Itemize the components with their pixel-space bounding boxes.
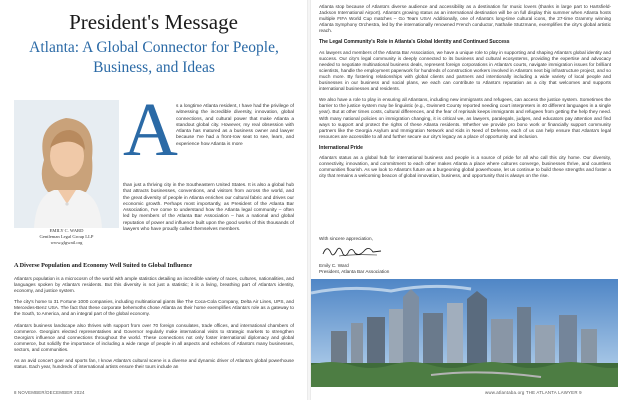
signer-name: Emily C. Ward <box>319 263 349 268</box>
signature-image <box>319 242 409 260</box>
caption-site: www.glgwatl.org <box>50 240 83 245</box>
atlanta-skyline-photo <box>311 279 618 387</box>
left-page <box>0 0 307 400</box>
page-folio: 8 NOVEMBER/DECEMBER 2024 <box>14 390 85 395</box>
signer-role: President, Atlanta Bar Association <box>319 269 390 274</box>
portrait-illustration <box>14 100 119 228</box>
body-paragraph: Atlanta's population is a microcosm of the world with ample statistics detailing an incredible variety of races, cultures, nationalities, and languages spoken by Atlanta's residents. But this diversity is not just a statistic; it is a living, breathing part of Atlanta's identity, economy, and justice system. <box>14 276 294 294</box>
drop-cap: A <box>123 88 178 172</box>
article-subtitle: Atlanta: A Global Connector for People, Business, and Ideas <box>29 39 279 76</box>
body-paragraph: Atlanta's status as a global hub for international business and people is a source of pride for all who call this city home. Our diversity, connectivity, innovation, and commitment to each other makes Atlanta a place where cultures converge, businesses thrive, and countless communities flourish. As we look to Atlanta's future as a burgeoning global powerhouse, let us continue to build these strengths and foster a city that remains a welcoming beacon of global innovation, business, and opportunity that is always on the rise. <box>319 154 611 179</box>
author-portrait <box>14 100 119 228</box>
portrait-caption <box>14 228 119 246</box>
intro-paragraph-bottom: than just a thriving city in the Southeastern United States. It is also a global hub that attracts businesses, conventions, and visitors from across the world, and the great diversity of people in Atlanta enriches our cultural fabric and drives our economic growth. Perhaps most importantly, as President of the Atlanta Bar Association, I've come to understand how the Atlanta legal community – often led by members of the Atlanta Bar Association – has a national and global reputation of power and influence built upon the good works of this thousands of lawyers who have proudly called themselves members. <box>123 183 294 233</box>
body-paragraph: As lawyers and members of the Atlanta Bar Association, we have a unique role to play in supporting and shaping Atlanta's global identity and success. Our city's legal community is deeply connected to its business and cultural ecosystems, providing the expertise and advocacy needed to negotiate multinational business deals, represent foreign corporations in Atlanta's courts, navigate immigration issues for brilliant scientists, handle the employment paperwork for hundreds of construction workers involved in Atlanta's next big infrastructure project, and so much more. By fostering relationships with global clients and partners and intentionally including a wide variety of local people and businesses in our business and social plans, we each can contribute to Atlanta's reputation as a city that welcomes and supports international businesses and residents. <box>319 49 611 92</box>
caption-firm: Gentleman Legal Group LLP <box>39 234 94 239</box>
body-paragraph: As an avid concert goer and sports fan, I know Atlanta's cultural scene is a diverse and dynamic driver of Atlanta's global powerhouse status. Each year, hundreds of international artists ensure their tours include an <box>14 358 294 370</box>
skyline-illustration <box>311 279 618 387</box>
closing-line: With sincere appreciation, <box>319 236 373 241</box>
body-paragraph: We also have a role to play in ensuring all Atlantans, including new immigrants and refugees, can access the justice system. Sometimes the barrier to the justice system may be linguistic (e.g., Gwinnett County reported needing court interpreters in 40 different languages in a single year). But at other times costs, cultural differences, and the fear of reprisals keeps immigrants and refugees from getting the help they need. With many national policies on immigration changing, it is critical we, as lawyers, paralegals, judges, and educators pay attention and find ways to support and protect the rights of these Atlanta residents. Whether we provide pro bono work or financially support community partners like the Georgia Asylum and Immigration Network and Kids in Need of Defense, each of us can help ensure that Atlanta's legal resources are accessible to all and further secure our city's legacy as a place of opportunity and inclusion. <box>319 97 611 139</box>
section-heading: International Pride <box>319 144 363 151</box>
page-title: President's Message <box>69 10 238 34</box>
body-paragraph: Atlanta's business landscape also thrives with support from over 70 foreign consulates, trade offices, and international chambers of commerce. Georgia's elected representatives and Governor regularly make international visits to strategic markets to strengthen Georgia's influence and connections throughout the world. These connections not only foster international diplomacy and global commerce, but solidify the importance of including a wide range of people in all aspects and echelons of Atlanta's many businesses, sectors, and communities. <box>14 322 294 352</box>
body-paragraph: The city's home to 31 Fortune 1000 companies, including multinational giants like The Coca-Cola Company, Delta Air Lines, UPS, and Mercedes-Benz USA. The fact that these corporate behemoths chose Atlanta as their home exemplifies Atlanta's role as a gateway to the South, to America, and an integral part of the global economy. <box>14 299 294 317</box>
body-column <box>14 276 294 375</box>
section-heading: A Diverse Population and Economy Well Suited to Global Influence <box>14 262 193 269</box>
caption-name: EMILY C. WARD <box>49 228 84 233</box>
page-folio: www.atlantaba.org THE ATLANTA LAWYER 9 <box>485 390 582 395</box>
intro-paragraph-top: s a longtime Atlanta resident, I have had the privilege of witnessing the incredible diversity, innovation, global connections, and cultural power that make Atlanta a standout global city. However, my real obsession with Atlanta has matured as a business owner and lawyer because I've had a front-row seat to see, learn, and experience how Atlanta is more <box>176 104 294 147</box>
section-heading: The Legal Community's Role in Atlanta's Global Identity and Continued Success <box>319 39 510 46</box>
right-column <box>319 4 611 184</box>
body-paragraph: Atlanta stop because of Atlanta's diverse audience and accessibility as a destination for music lovers (thanks in large part to Hartsfield-Jackson International Airport). Atlanta's growing status as an international destination will be on full display this summer when Atlanta hosts multiple FIFA World Cup matches – Go Team USA! Additionally, one of Atlanta's long-time cultural icons, the 27-time Grammy winning Atlanta Symphony Orchestra, led by the internationally renowned French conductor, Nathalie Stutzmann, exemplifies the city's global artistic reach. <box>319 4 611 34</box>
